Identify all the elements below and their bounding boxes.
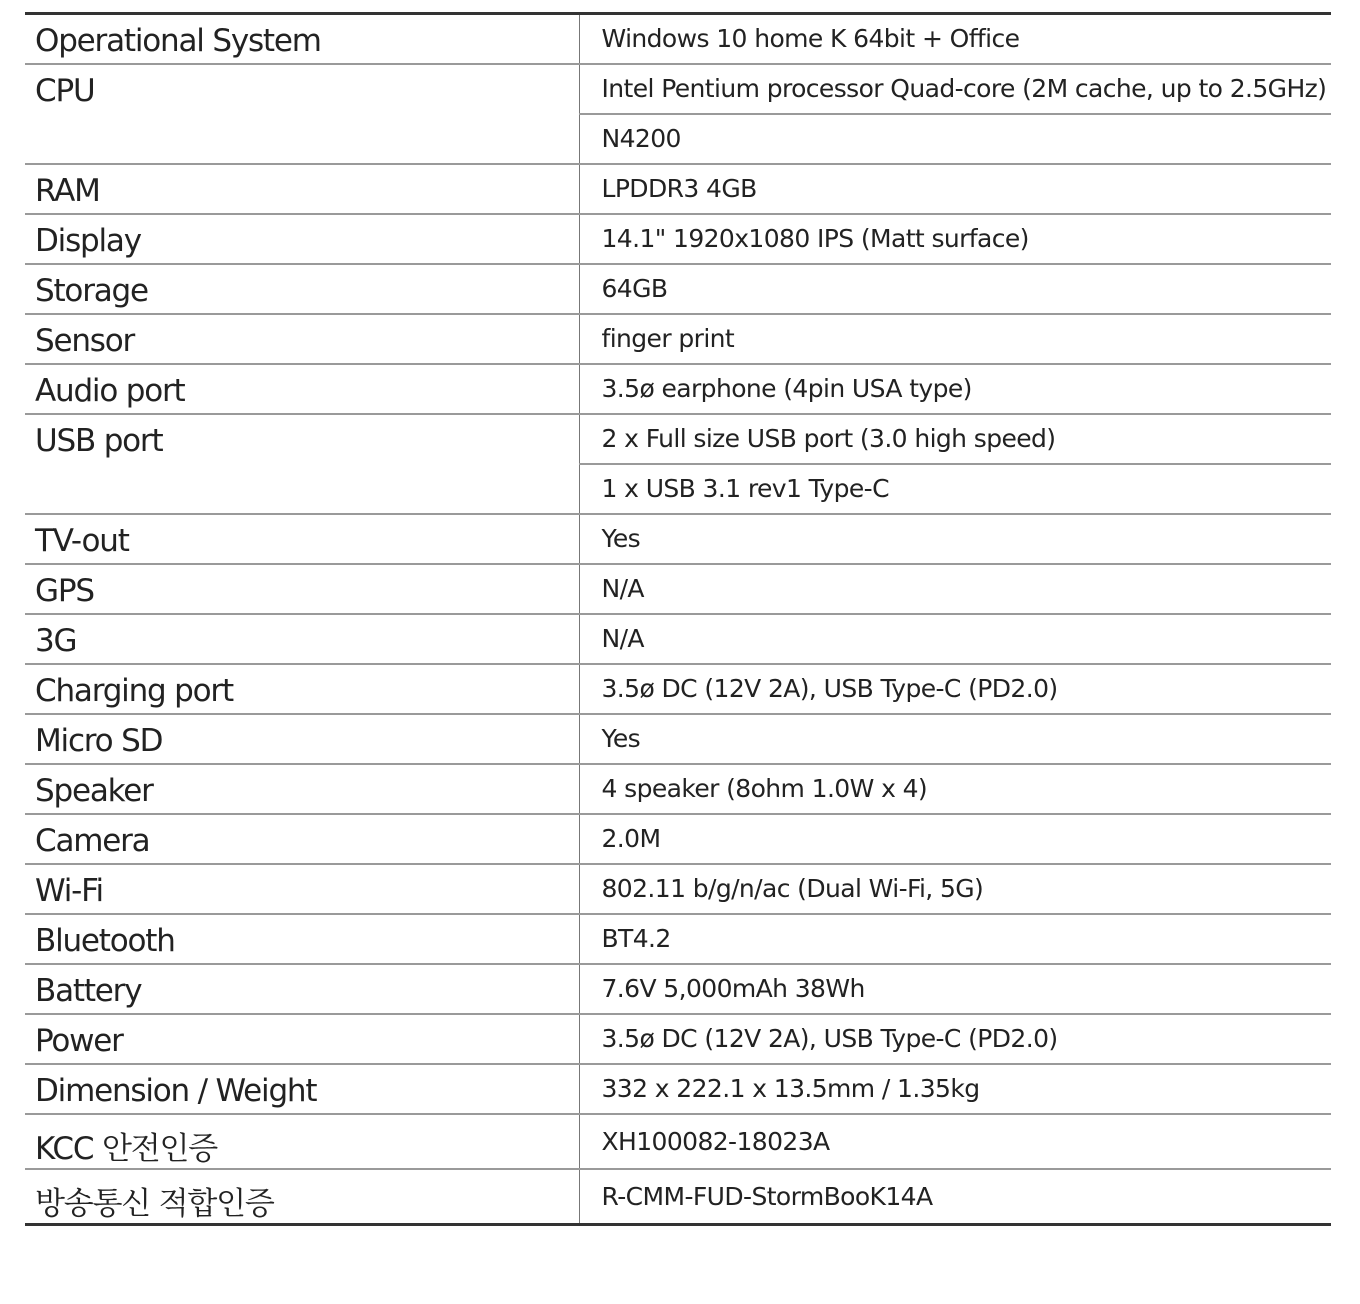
spec-label: Micro SD — [25, 714, 579, 764]
spec-value: 3.5ø earphone (4pin USA type) — [579, 364, 1331, 414]
spec-value: Yes — [579, 514, 1331, 564]
spec-value: 1 x USB 3.1 rev1 Type-C — [579, 464, 1331, 514]
spec-label: 방송통신 적합인증 — [25, 1169, 579, 1225]
spec-label: CPU — [25, 64, 579, 164]
spec-table — [25, 12, 1331, 1226]
spec-value: Intel Pentium processor Quad-core (2M cache, up to 2.5GHz) — [579, 64, 1331, 114]
spec-value: 802.11 b/g/n/ac (Dual Wi-Fi, 5G) — [579, 864, 1331, 914]
spec-row — [25, 164, 1331, 214]
spec-table-body — [25, 14, 1331, 1225]
spec-value: BT4.2 — [579, 914, 1331, 964]
spec-value: 4 speaker (8ohm 1.0W x 4) — [579, 764, 1331, 814]
spec-row — [25, 214, 1331, 264]
spec-label: 3G — [25, 614, 579, 664]
spec-row — [25, 614, 1331, 664]
spec-value: Yes — [579, 714, 1331, 764]
spec-row — [25, 564, 1331, 614]
spec-label: RAM — [25, 164, 579, 214]
spec-label: Camera — [25, 814, 579, 864]
spec-label: USB port — [25, 414, 579, 514]
spec-value: 3.5ø DC (12V 2A), USB Type-C (PD2.0) — [579, 1014, 1331, 1064]
spec-row — [25, 814, 1331, 864]
spec-row — [25, 1014, 1331, 1064]
spec-row — [25, 1114, 1331, 1169]
spec-row — [25, 1064, 1331, 1114]
spec-row — [25, 364, 1331, 414]
spec-value: LPDDR3 4GB — [579, 164, 1331, 214]
spec-label: Speaker — [25, 764, 579, 814]
spec-row — [25, 414, 1331, 464]
spec-row — [25, 514, 1331, 564]
spec-value: N4200 — [579, 114, 1331, 164]
spec-value: N/A — [579, 614, 1331, 664]
spec-label: GPS — [25, 564, 579, 614]
spec-value: 332 x 222.1 x 13.5mm / 1.35kg — [579, 1064, 1331, 1114]
spec-label: TV-out — [25, 514, 579, 564]
spec-label: Bluetooth — [25, 914, 579, 964]
spec-row — [25, 1169, 1331, 1225]
spec-label: Operational System — [25, 14, 579, 64]
spec-label: Charging port — [25, 664, 579, 714]
spec-value: 2 x Full size USB port (3.0 high speed) — [579, 414, 1331, 464]
spec-value: 2.0M — [579, 814, 1331, 864]
spec-row — [25, 764, 1331, 814]
spec-label: Battery — [25, 964, 579, 1014]
spec-row — [25, 664, 1331, 714]
spec-value: XH100082-18023A — [579, 1114, 1331, 1169]
spec-label: Power — [25, 1014, 579, 1064]
spec-row — [25, 264, 1331, 314]
spec-row — [25, 714, 1331, 764]
spec-label: KCC 안전인증 — [25, 1114, 579, 1169]
spec-value: Windows 10 home K 64bit + Office — [579, 14, 1331, 64]
spec-label: Sensor — [25, 314, 579, 364]
spec-label: Display — [25, 214, 579, 264]
spec-row — [25, 914, 1331, 964]
spec-row — [25, 964, 1331, 1014]
spec-row — [25, 64, 1331, 114]
spec-row — [25, 14, 1331, 64]
spec-label: Wi-Fi — [25, 864, 579, 914]
spec-value: 3.5ø DC (12V 2A), USB Type-C (PD2.0) — [579, 664, 1331, 714]
spec-value: 14.1" 1920x1080 IPS (Matt surface) — [579, 214, 1331, 264]
spec-label: Storage — [25, 264, 579, 314]
spec-value: 64GB — [579, 264, 1331, 314]
spec-value: R-CMM-FUD-StormBooK14A — [601, 1181, 933, 1211]
spec-label: Audio port — [25, 364, 579, 414]
spec-row — [25, 864, 1331, 914]
spec-value: 7.6V 5,000mAh 38Wh — [579, 964, 1331, 1014]
spec-label: Dimension / Weight — [25, 1064, 579, 1114]
spec-value: N/A — [579, 564, 1331, 614]
spec-value: finger print — [579, 314, 1331, 364]
spec-row — [25, 314, 1331, 364]
